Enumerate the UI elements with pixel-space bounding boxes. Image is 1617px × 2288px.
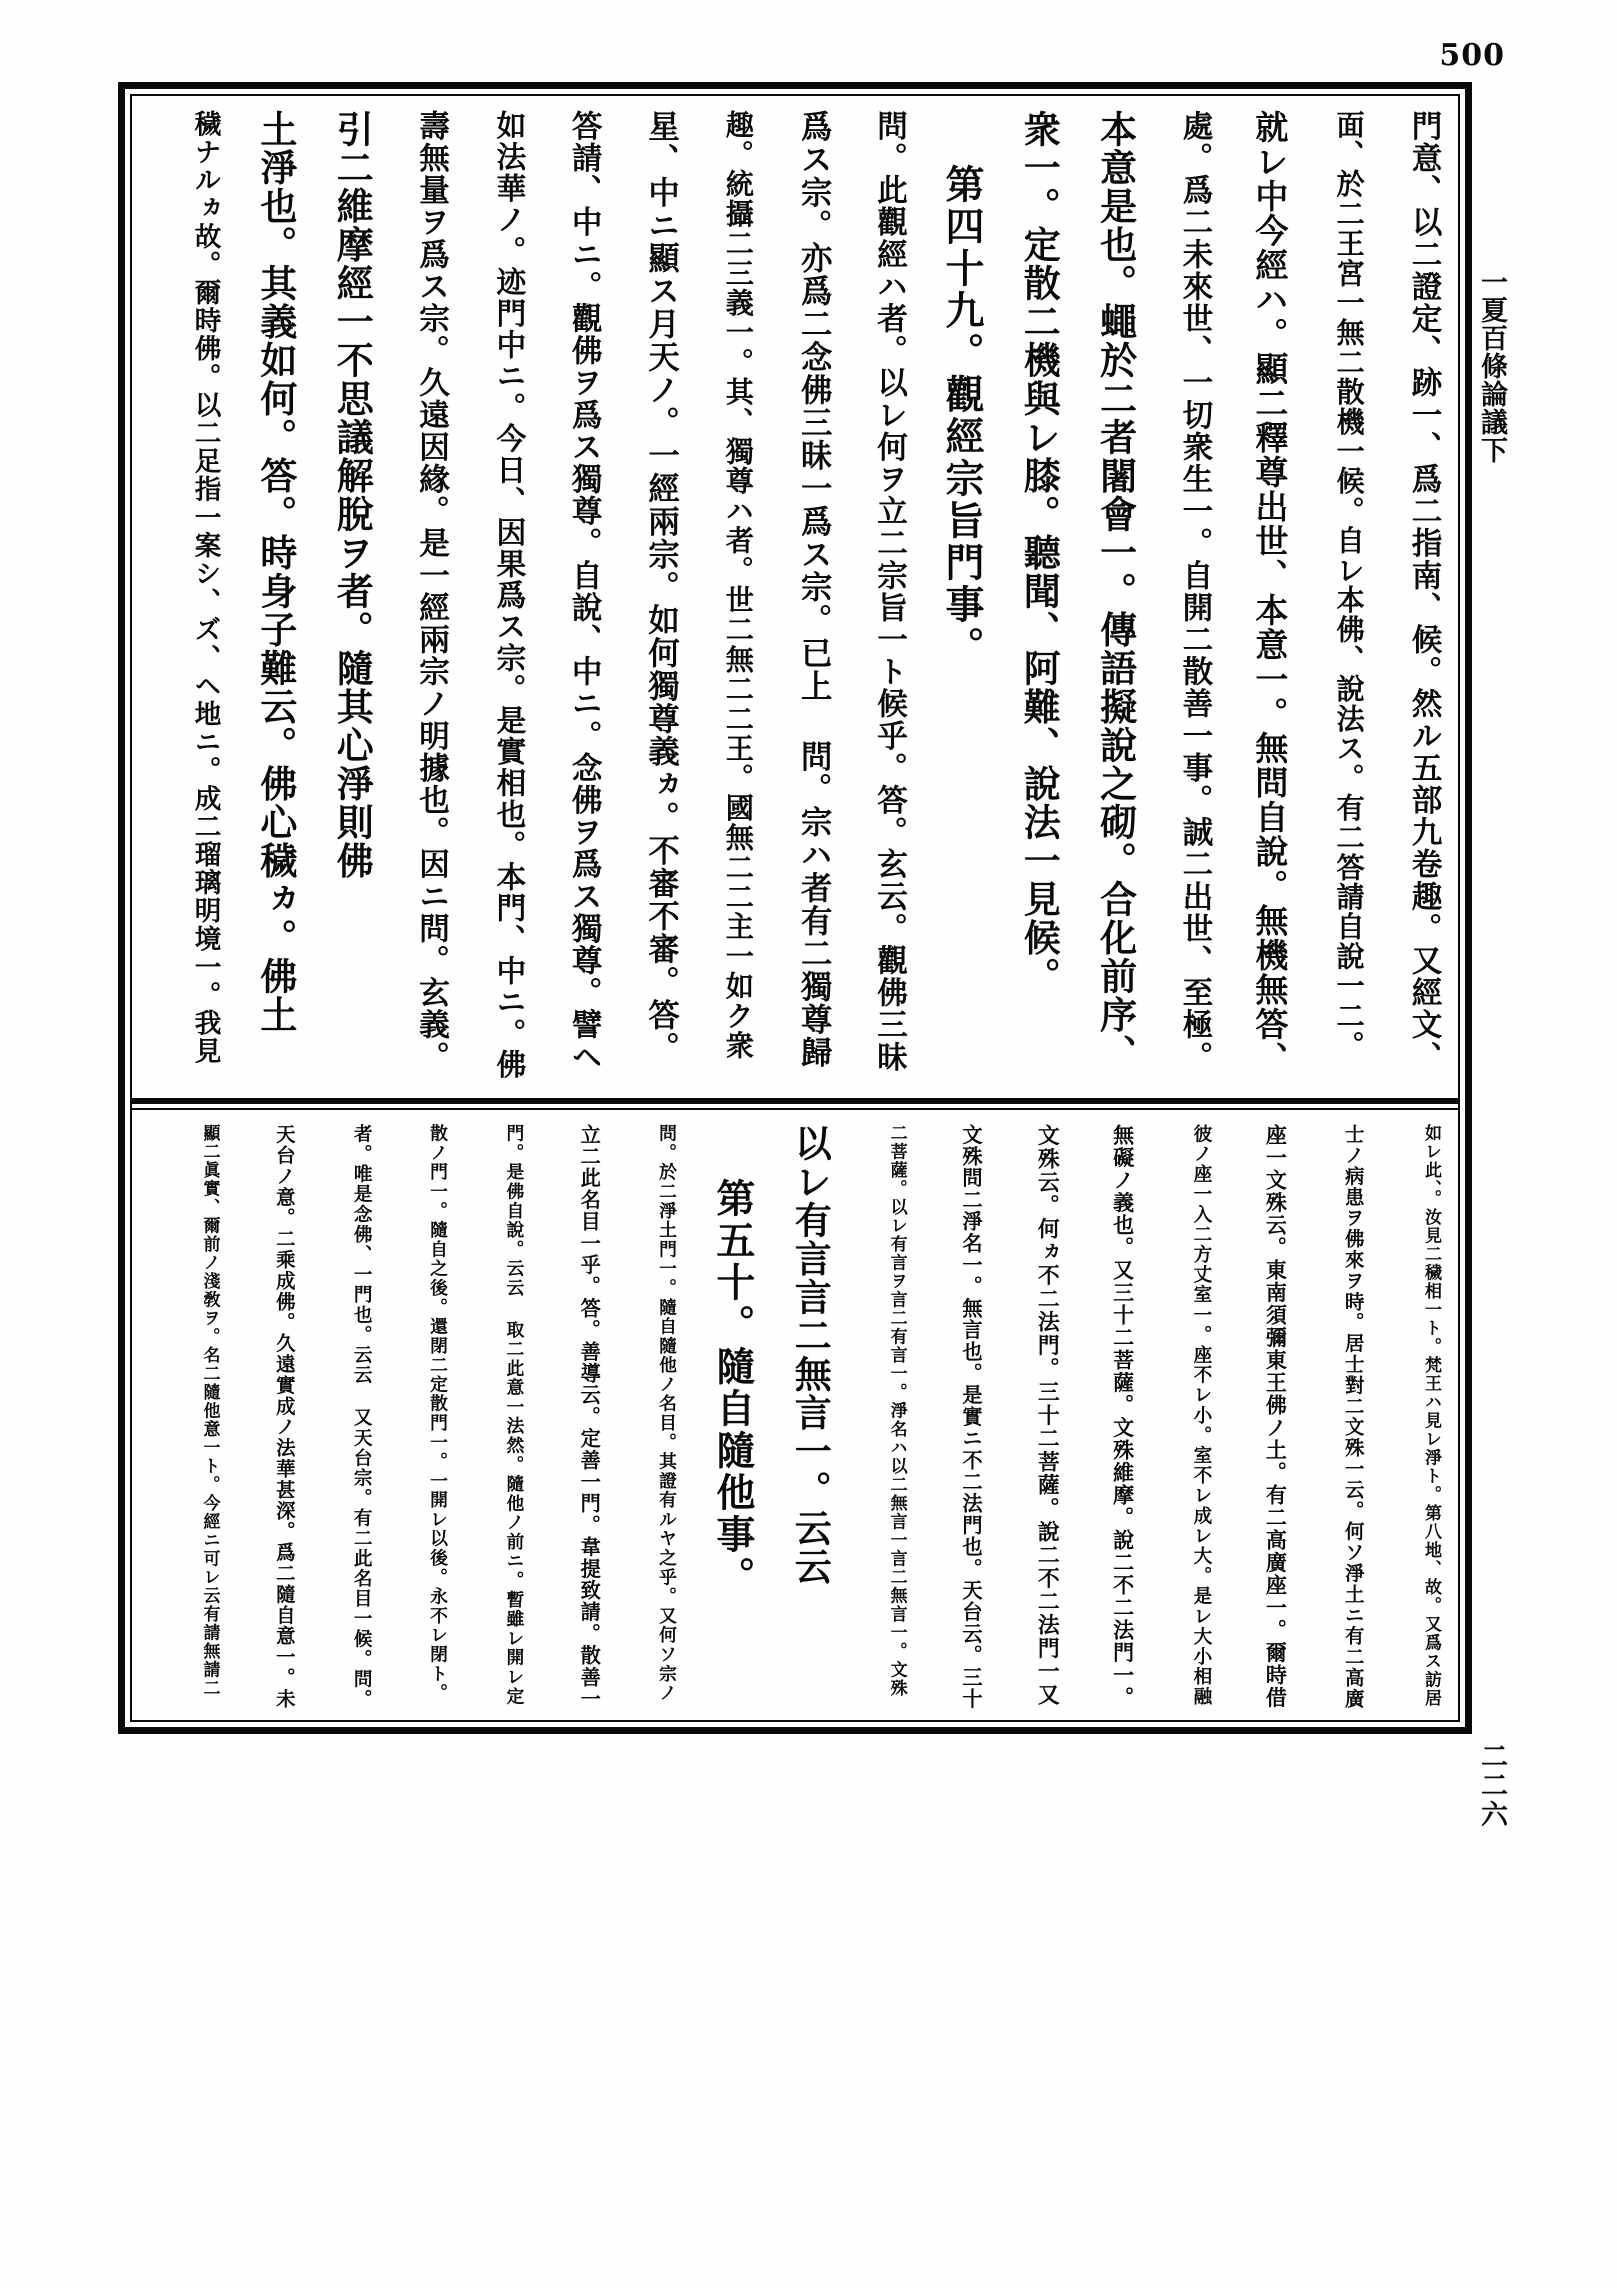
text-column-heading: 第四十九。觀經宗旨門事。 bbox=[938, 164, 985, 668]
text-column: 如レ此、。汝見二穢相一ト。梵王ハ見レ淨ト。第八地、故。又爲ス訪居 bbox=[1421, 1124, 1441, 1708]
side-folio-number: 二二六 bbox=[1476, 1742, 1507, 1829]
text-column: 如法華ノ。迹門中ニ。今日、因果爲ス宗。是實相也。本門、中ニ。佛 bbox=[490, 110, 526, 1081]
text-column: 問。此觀經ハ者。以レ何ヲ立二宗旨一ト候乎。答。玄云。觀佛三昧 bbox=[871, 110, 908, 1073]
text-column: 士ノ病患ヲ佛來ヲ時。居士對二文殊一云。何ソ淨土ニ有二高廣 bbox=[1341, 1124, 1365, 1710]
text-column: 土淨也。其義如何。答。時身子難云。佛心穢ヵ。佛土 bbox=[253, 110, 298, 1034]
text-column: 穢ナルヵ故。爾時佛。以二足指一案シ、ズ、ヘ地ニ。成二瑠璃明境一。我見 bbox=[189, 110, 221, 1066]
text-column: 爲ス宗。亦爲二念佛三昧一爲ス宗。已上 問。宗ハ者有二獨尊歸 bbox=[795, 110, 832, 1069]
text-register-bottom bbox=[146, 1124, 1444, 1714]
text-column: 星、中ニ顯ス月天ノ。一經兩宗。如何獨尊義ヵ。不審不審。答。 bbox=[642, 110, 679, 1065]
text-column: 文殊云。何ヵ不二法門。三十二菩薩。說二不二法門一又 bbox=[1034, 1124, 1060, 1707]
text-column: 面、於二王宮一無二散機一候。自レ本佛、說法ス。有二答請自說一二。 bbox=[1332, 110, 1366, 1061]
register-divider-rule bbox=[130, 1098, 1460, 1104]
text-column: 座一文殊云。東南須彌東王佛ノ土。有二高廣座一。爾時借 bbox=[1263, 1124, 1289, 1709]
register-divider-rule-thin bbox=[130, 1108, 1460, 1110]
text-column: 立二此名目一乎。答。善導云。定善一門。韋提致請。散善一 bbox=[577, 1124, 602, 1710]
text-column: 衆一。定散二機與レ膝。聽聞、阿難、說法一見候。 bbox=[1017, 110, 1062, 996]
text-column: 散ノ門一。隨自之後。還閉二定散門一。一開レ以後。永不レ閉ト。 bbox=[427, 1124, 449, 1703]
text-column: 二菩薩。以レ有言ヲ言二有言一。淨名ハ以二無言一言二無言一。文殊 bbox=[886, 1124, 907, 1698]
text-column: 處。爲二未來世、一切衆生一。自開二散善一事。誠二出世、至極。 bbox=[1176, 110, 1213, 1073]
page-folio-number: 500 bbox=[1439, 38, 1505, 73]
text-column: 無礙ノ義也。又三十二菩薩。文殊維摩。說二不二法門一。 bbox=[1110, 1124, 1136, 1709]
text-column: 壽無量ヲ爲ス宗。久遠因緣。是一經兩宗ノ明據也。因ニ問。玄義。 bbox=[413, 110, 450, 1073]
text-register-top bbox=[146, 110, 1444, 1085]
text-column: 問。於二淨土門一。隨自隨他ノ名目。其證有ルヤ之乎。又何ソ宗ノ bbox=[656, 1124, 678, 1703]
text-column-heading: 第五十。隨自隨他事。 bbox=[709, 1178, 756, 1598]
text-column: 以レ有言言二無言一。云云 bbox=[788, 1124, 833, 1586]
text-column: 門。是佛自說。云云 取二此意一法然。隨他ノ前ニ。暫雖レ開レ定 bbox=[503, 1124, 525, 1706]
text-column: 趣。統攝二三義一。其、獨尊ハ者。世二無二二王。國無二二主一如ク衆 bbox=[721, 110, 755, 1061]
text-column: 彼ノ座一入二方丈室一。座不レ小。室不レ成レ大。是レ大小相融 bbox=[1190, 1124, 1212, 1707]
text-column: 門意、以二證定、跡一、爲二指南、候。然ル五部九卷趣。又經文、 bbox=[1406, 110, 1442, 1073]
text-column: 本意是也。蠅於二者闍會一。傳語擬說之砌。合化前序、 bbox=[1093, 110, 1138, 1073]
text-column: 就レ中今經ハ。顯二釋尊出世、本意一。無問自說。無機無答、 bbox=[1250, 110, 1290, 1076]
text-column: 顯二眞實、爾前ノ淺敎ヲ。名二隨他意一ト。今經ニ可レ云有請無請二 bbox=[199, 1124, 220, 1698]
text-column: 答請、中ニ。觀佛ヲ爲ス獨尊。自說、中ニ。念佛ヲ爲ス獨尊。譬ヘ bbox=[566, 110, 603, 1073]
running-head-title: 一夏百條論議下 bbox=[1476, 268, 1507, 464]
text-column: 者。唯是念佛、一門也。云云 又天台宗。有二此名目一候。問。 bbox=[351, 1124, 373, 1710]
text-column: 引二維摩經一不思議解脫ヲ者。隨其心淨則佛 bbox=[330, 110, 375, 880]
text-column: 天台ノ意。二乘成佛。久遠實成ノ法華甚深。爲二隨自意一。未 bbox=[272, 1124, 296, 1710]
text-column: 文殊問二淨名一。無言也。是實ニ不二法門也。天台云。三十 bbox=[958, 1124, 983, 1710]
